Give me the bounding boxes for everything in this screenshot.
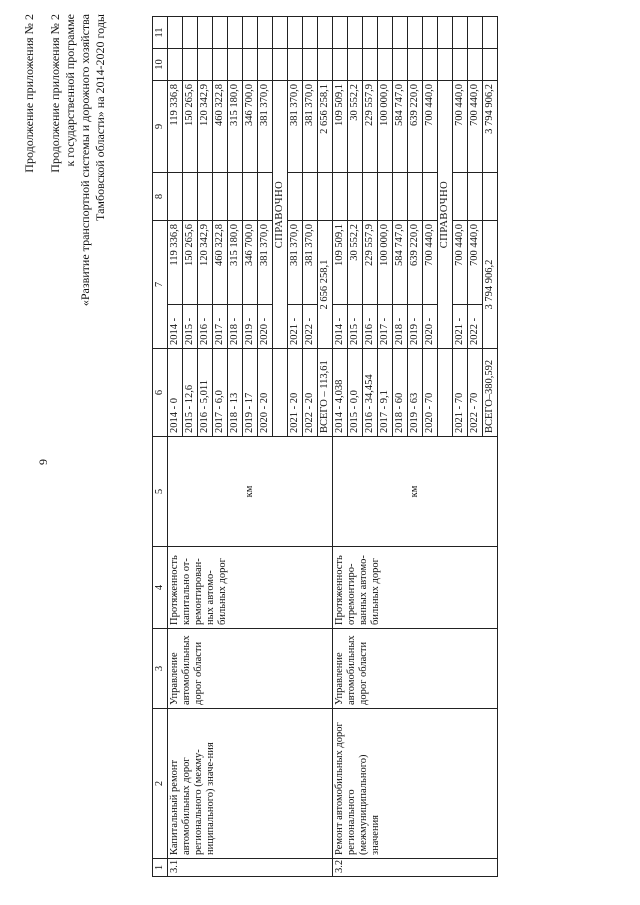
empty-cell <box>333 49 348 81</box>
empty-cell <box>288 173 303 221</box>
empty-cell <box>198 49 213 81</box>
reference-label: СПРАВОЧНО <box>438 81 453 349</box>
empty-cell <box>303 49 318 81</box>
indicator-value-cell: 2017 - 9,1 <box>378 349 393 437</box>
section-executor: Управление автомобильных дорог области <box>168 629 333 709</box>
empty-cell <box>393 49 408 81</box>
header-line: к государственной программе <box>63 14 77 167</box>
header-line: Тамбовской области» на 2014-2020 годы <box>93 14 107 221</box>
indicator-value-cell: 2018 - 13 <box>228 349 243 437</box>
col-number: 11 <box>153 17 168 49</box>
funding-value-cell: 109 509,1 <box>333 221 348 305</box>
empty-cell <box>318 17 333 49</box>
funding-value-cell: 100 000,0 <box>378 221 393 305</box>
empty-cell <box>258 173 273 221</box>
page-number: 9 <box>36 459 50 465</box>
funding-total-cell: 639 220,0 <box>408 81 423 173</box>
year-cell: 2019 - <box>243 305 258 349</box>
empty-cell <box>243 17 258 49</box>
empty-cell <box>318 173 333 221</box>
empty-cell <box>273 349 288 437</box>
total-funding-cell: 3 794 906,2 <box>483 221 498 349</box>
indicator-value-cell: 2017 - 6,0 <box>213 349 228 437</box>
year-cell: 2015 - <box>348 305 363 349</box>
indicator-value-cell: 2019 - 63 <box>408 349 423 437</box>
indicator-value-cell: 2015 - 0,0 <box>348 349 363 437</box>
col-number: 4 <box>153 547 168 629</box>
funding-value-cell: 119 336,8 <box>168 221 183 305</box>
empty-cell <box>408 17 423 49</box>
total-funding-cell: 3 794 906,2 <box>483 81 498 173</box>
funding-total-cell: 120 342,9 <box>198 81 213 173</box>
empty-cell <box>483 17 498 49</box>
empty-cell <box>468 49 483 81</box>
empty-cell <box>243 173 258 221</box>
indicator-value-cell: 2020 - 20 <box>258 349 273 437</box>
empty-cell <box>393 17 408 49</box>
empty-cell <box>198 173 213 221</box>
year-cell: 2021 - <box>288 305 303 349</box>
empty-cell <box>183 173 198 221</box>
col-number: 8 <box>153 173 168 221</box>
funding-value-cell: 700 440,0 <box>453 221 468 305</box>
indicator-value-cell: 2020 - 70 <box>423 349 438 437</box>
empty-cell <box>363 17 378 49</box>
year-cell: 2014 - <box>333 305 348 349</box>
col-number: 7 <box>153 221 168 349</box>
funding-value-cell: 700 440,0 <box>468 221 483 305</box>
empty-cell <box>453 17 468 49</box>
empty-cell <box>453 173 468 221</box>
program-table <box>152 16 498 877</box>
indicator-value-cell: 2015 - 12,6 <box>183 349 198 437</box>
funding-value-cell: 639 220,0 <box>408 221 423 305</box>
year-cell: 2018 - <box>228 305 243 349</box>
empty-cell <box>348 49 363 81</box>
funding-total-cell: 109 509,1 <box>333 81 348 173</box>
continuation-title: Продолжение приложения № 2 <box>22 14 36 173</box>
empty-cell <box>198 17 213 49</box>
total-indicator-cell: ВСЕГО–380,592 <box>483 349 498 437</box>
year-cell: 2022 - <box>468 305 483 349</box>
empty-cell <box>378 49 393 81</box>
section-unit: км <box>168 437 333 547</box>
table-row <box>168 17 183 877</box>
section-indicator: Протяженность отремонтиро-ванных автомо-бильных дорог <box>333 547 498 629</box>
funding-total-cell: 381 370,0 <box>288 81 303 173</box>
empty-cell <box>288 17 303 49</box>
empty-cell <box>348 17 363 49</box>
indicator-value-cell: 2021 - 70 <box>453 349 468 437</box>
empty-cell <box>423 173 438 221</box>
col-number: 2 <box>153 709 168 859</box>
empty-cell <box>228 49 243 81</box>
empty-cell <box>303 173 318 221</box>
funding-total-cell: 700 440,0 <box>423 81 438 173</box>
empty-cell <box>258 49 273 81</box>
indicator-value-cell: 2014 - 0 <box>168 349 183 437</box>
empty-cell <box>438 17 453 49</box>
indicator-value-cell: 2022 - 70 <box>468 349 483 437</box>
col-number: 5 <box>153 437 168 547</box>
indicator-value-cell: 2022 - 20 <box>303 349 318 437</box>
empty-cell <box>408 49 423 81</box>
col-number: 9 <box>153 81 168 173</box>
empty-cell <box>183 49 198 81</box>
empty-cell <box>468 173 483 221</box>
funding-total-cell: 315 180,0 <box>228 81 243 173</box>
funding-total-cell: 700 440,0 <box>453 81 468 173</box>
column-number-row <box>153 17 168 877</box>
empty-cell <box>483 173 498 221</box>
year-cell: 2017 - <box>378 305 393 349</box>
funding-total-cell: 100 000,0 <box>378 81 393 173</box>
reference-label: СПРАВОЧНО <box>273 81 288 349</box>
funding-value-cell: 584 747,0 <box>393 221 408 305</box>
program-header <box>48 14 108 534</box>
empty-cell <box>378 17 393 49</box>
section-name: Ремонт автомобильных дорог регионального (межмуниципального) значения <box>333 709 498 859</box>
funding-total-cell: 381 370,0 <box>258 81 273 173</box>
section-number: 3.2 <box>333 859 498 877</box>
total-indicator-cell: ВСЕГО – 113,61 <box>318 349 333 437</box>
empty-cell <box>363 173 378 221</box>
funding-value-cell: 381 370,0 <box>288 221 303 305</box>
funding-total-cell: 229 557,9 <box>363 81 378 173</box>
empty-cell <box>183 17 198 49</box>
indicator-value-cell: 2016 - 5,011 <box>198 349 213 437</box>
empty-cell <box>318 49 333 81</box>
year-cell: 2015 - <box>183 305 198 349</box>
indicator-value-cell: 2014 - 4,038 <box>333 349 348 437</box>
funding-total-cell: 584 747,0 <box>393 81 408 173</box>
year-cell: 2020 - <box>258 305 273 349</box>
empty-cell <box>438 349 453 437</box>
empty-cell <box>423 17 438 49</box>
empty-cell <box>288 49 303 81</box>
funding-total-cell: 150 265,6 <box>183 81 198 173</box>
empty-cell <box>228 173 243 221</box>
empty-cell <box>453 49 468 81</box>
section-unit: км <box>333 437 498 547</box>
empty-cell <box>333 173 348 221</box>
empty-cell <box>348 173 363 221</box>
empty-cell <box>438 49 453 81</box>
indicator-value-cell: 2019 - 17 <box>243 349 258 437</box>
empty-cell <box>378 173 393 221</box>
col-number: 10 <box>153 49 168 81</box>
funding-value-cell: 700 440,0 <box>423 221 438 305</box>
funding-value-cell: 315 180,0 <box>228 221 243 305</box>
empty-cell <box>228 17 243 49</box>
empty-cell <box>213 49 228 81</box>
section-executor: Управление автомобильных дорог области <box>333 629 498 709</box>
funding-value-cell: 30 552,2 <box>348 221 363 305</box>
funding-value-cell: 381 370,0 <box>303 221 318 305</box>
year-cell: 2016 - <box>198 305 213 349</box>
header-line: Продолжение приложения № 2 <box>48 14 62 173</box>
funding-total-cell: 346 700,0 <box>243 81 258 173</box>
year-cell: 2021 - <box>453 305 468 349</box>
funding-total-cell: 460 322,8 <box>213 81 228 173</box>
funding-value-cell: 346 700,0 <box>243 221 258 305</box>
empty-cell <box>408 173 423 221</box>
empty-cell <box>363 49 378 81</box>
year-cell: 2018 - <box>393 305 408 349</box>
empty-cell <box>168 17 183 49</box>
empty-cell <box>273 17 288 49</box>
funding-total-cell: 30 552,2 <box>348 81 363 173</box>
empty-cell <box>393 173 408 221</box>
funding-total-cell: 700 440,0 <box>468 81 483 173</box>
year-cell: 2016 - <box>363 305 378 349</box>
empty-cell <box>483 49 498 81</box>
funding-value-cell: 460 322,8 <box>213 221 228 305</box>
total-funding-cell: 2 656 258,1 <box>318 221 333 349</box>
empty-cell <box>333 17 348 49</box>
table-row <box>333 17 348 877</box>
funding-total-cell: 119 336,8 <box>168 81 183 173</box>
section-number: 3.1 <box>168 859 333 877</box>
empty-cell <box>213 17 228 49</box>
empty-cell <box>243 49 258 81</box>
empty-cell <box>168 173 183 221</box>
section-indicator: Протяженность капитально от-ремонтирован-ных автомо-бильных дорог <box>168 547 333 629</box>
year-cell: 2022 - <box>303 305 318 349</box>
total-funding-cell: 2 656 258,1 <box>318 81 333 173</box>
indicator-value-cell: 2021 - 20 <box>288 349 303 437</box>
indicator-value-cell: 2018 - 60 <box>393 349 408 437</box>
empty-cell <box>258 17 273 49</box>
col-number: 6 <box>153 349 168 437</box>
col-number: 1 <box>153 859 168 877</box>
year-cell: 2019 - <box>408 305 423 349</box>
section-name: Капитальный ремонт автомобильных дорог регионального (межму-ниципального) значе-ния <box>168 709 333 859</box>
empty-cell <box>423 49 438 81</box>
empty-cell <box>303 17 318 49</box>
empty-cell <box>213 173 228 221</box>
indicator-value-cell: 2016 - 34,454 <box>363 349 378 437</box>
header-line: «Развитие транспортной системы и дорожного хозяйства <box>78 14 92 307</box>
year-cell: 2017 - <box>213 305 228 349</box>
empty-cell <box>168 49 183 81</box>
col-number: 3 <box>153 629 168 709</box>
funding-value-cell: 120 342,9 <box>198 221 213 305</box>
year-cell: 2014 - <box>168 305 183 349</box>
empty-cell <box>468 17 483 49</box>
funding-value-cell: 150 265,6 <box>183 221 198 305</box>
funding-total-cell: 381 370,0 <box>303 81 318 173</box>
year-cell: 2020 - <box>423 305 438 349</box>
funding-value-cell: 229 557,9 <box>363 221 378 305</box>
empty-cell <box>273 49 288 81</box>
funding-value-cell: 381 370,0 <box>258 221 273 305</box>
